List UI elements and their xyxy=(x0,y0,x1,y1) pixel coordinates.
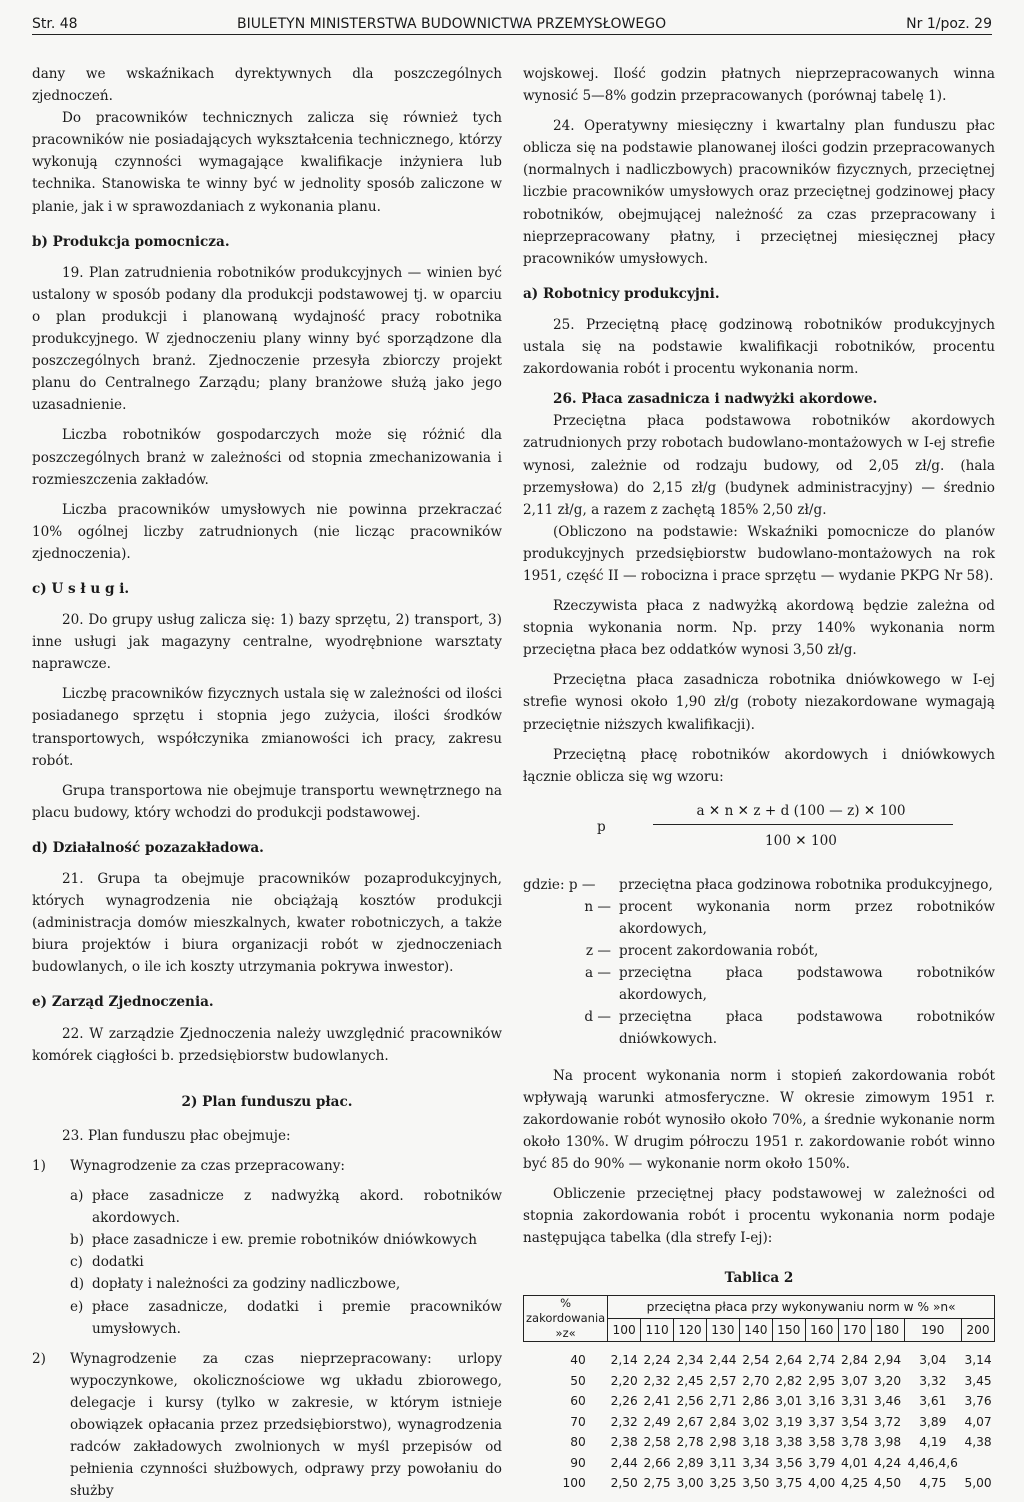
table-cell: 3,58 xyxy=(808,1435,836,1450)
table-column-header: 120 xyxy=(674,1319,707,1342)
table-cell: 2,24 xyxy=(643,1353,671,1368)
table-cell: 4,50 xyxy=(873,1476,902,1491)
list-marker: c) xyxy=(70,1254,83,1271)
table-cell: 3,34 xyxy=(742,1455,770,1470)
table-cell: 2,64 xyxy=(775,1353,803,1368)
list-text: dodatki xyxy=(92,1254,144,1271)
section-heading: e) Zarząd Zjednoczenia. xyxy=(32,994,214,1011)
table-column-header: 200 xyxy=(962,1319,995,1342)
table-title: Tablica 2 xyxy=(724,1270,794,1287)
table-cell: 3,72 xyxy=(873,1414,902,1429)
paragraph: Na procent wykonania norm i stopień zakordowania robót wpływają warunki atmosferyczne. W okresie zimowym 1951 r. zakordowanie robót wynosiło około 70%, a średnie wykonanie norm około 130%. W drugim półroczu 1951 r. zakordowanie robót winno być 85 do 90% — wykonanie norm około 150%. xyxy=(523,1067,995,1172)
table-body xyxy=(524,1342,995,1494)
list-item xyxy=(70,1251,502,1273)
list-marker: b) xyxy=(70,1232,85,1249)
table-cell: 2,66 xyxy=(643,1455,671,1470)
table-cell: 3,76 xyxy=(964,1394,992,1409)
list-text: płace zasadnicze i ew. premie robotników dniówkowych xyxy=(92,1232,477,1249)
list-item xyxy=(70,1185,502,1229)
table-cell: 3,31 xyxy=(841,1394,869,1409)
paragraph: Do pracowników technicznych zalicza się również tych pracowników nie posiadających wykształcenia technicznego, którzy wykonują czynności wymagające kwalifikacje inżyniera lub technika. Stanowiska te winny być w jednolity sposób zaliczone w planie, jak i w sprawozdaniach z wykonania planu. xyxy=(32,110,502,215)
table-cell: 4,01 xyxy=(841,1455,869,1470)
table-cell: 5,00 xyxy=(964,1476,992,1491)
table-row xyxy=(524,1432,995,1453)
table-cell: 2,56 xyxy=(676,1394,704,1409)
left-column xyxy=(32,63,502,1502)
paragraph: Przeciętną płacę robotników akordowych i dniówkowych łącznie oblicza się wg wzoru: xyxy=(523,746,995,785)
formula-denominator: 100 ✕ 100 xyxy=(765,832,837,849)
legend-symbol: z — xyxy=(585,943,611,960)
formula-symbol: p xyxy=(597,818,606,835)
table-cell: 3,50 xyxy=(742,1476,770,1491)
table-cell: 2,44 xyxy=(709,1353,737,1368)
legend-symbol: gdzie: p — xyxy=(523,876,596,893)
table-row-header: 90 xyxy=(570,1455,586,1470)
paragraph: wojskowej. Ilość godzin płatnych nieprzepracowanych winna wynosić 5—8% godzin przepracowanych (porównaj tabelę 1). xyxy=(523,66,995,105)
table-cell: 2,70 xyxy=(742,1373,770,1388)
formula-numerator: a ✕ n ✕ z + d (100 — z) ✕ 100 xyxy=(696,802,906,819)
table-cell: 2,84 xyxy=(709,1414,737,1429)
table-cell: 2,82 xyxy=(775,1373,803,1388)
table-row-header: 80 xyxy=(570,1435,586,1450)
sub-list xyxy=(70,1185,502,1340)
section-heading: c) U s ł u g i. xyxy=(32,580,130,597)
table-cell: 3,25 xyxy=(709,1476,737,1491)
list-marker: 1) xyxy=(32,1157,46,1174)
list-text: Wynagrodzenie za czas nieprzepracowany: urlopy wypoczynkowe, okolicznościowe wg układu zbiorowego, delegacje i kursy (tylko w zakresie, w którym istnieje obowiązek opłacania przez przedsiębiorstwo), wynagrodzenia radców zakładowych zwolnionych w myśl przepisów od pełnienia czynności służbowych, odprawy przy powołaniu do służby xyxy=(70,1350,502,1500)
table-cell: 2,74 xyxy=(808,1353,836,1368)
table-cell: 2,54 xyxy=(742,1353,770,1368)
table-row-header: 60 xyxy=(570,1394,586,1409)
table-cell: 3,54 xyxy=(841,1414,869,1429)
table-cell: 4,00 xyxy=(808,1476,836,1491)
wage-table xyxy=(523,1295,995,1494)
legend-item xyxy=(523,962,995,1006)
table-cell: 3,18 xyxy=(742,1435,770,1450)
table-cell: 4,38 xyxy=(964,1435,992,1450)
paragraph: dany we wskaźnikach dyrektywnych dla poszczególnych zjednoczeń. xyxy=(32,66,502,105)
legend-text: przeciętna płaca godzinowa robotnika produkcyjnego, xyxy=(619,876,993,893)
journal-title: BIULETYN MINISTERSTWA BUDOWNICTWA PRZEMYSŁOWEGO xyxy=(237,16,667,32)
legend-symbol: n — xyxy=(584,898,611,915)
table-cell: 2,57 xyxy=(709,1373,737,1388)
table-cell: 2,89 xyxy=(676,1455,704,1470)
paragraph: Liczba pracowników umysłowych nie powinna przekraczać 10% ogólnej liczby zatrudnionych (nie licząc pracowników zjednoczenia). xyxy=(32,501,502,562)
paragraph: Przeciętna płaca zasadnicza robotnika dniówkowego w I-ej strefie wynosi około 1,90 zł/g (roboty niezakordowane wymagają przeciętnie niższych kwalifikacji). xyxy=(523,672,995,733)
table-cell: 3,89 xyxy=(919,1414,947,1429)
table-cell: 3,16 xyxy=(808,1394,836,1409)
table-cell: 2,95 xyxy=(808,1373,836,1388)
table-cell: 2,32 xyxy=(643,1373,671,1388)
table-cell: 4,19 xyxy=(919,1435,947,1450)
list-item xyxy=(70,1296,502,1340)
table-cell: 2,26 xyxy=(610,1394,638,1409)
table-cell: 2,14 xyxy=(610,1353,638,1368)
table-cell: 4,46,4,6 xyxy=(907,1455,958,1470)
table-cell: 3,45 xyxy=(964,1373,992,1388)
legend-item xyxy=(523,1006,995,1050)
table-cell: 2,71 xyxy=(709,1394,737,1409)
table-cell: 3,02 xyxy=(742,1414,770,1429)
table-cell: 3,04 xyxy=(919,1353,947,1368)
list-marker: d) xyxy=(70,1276,85,1293)
wage-formula xyxy=(523,800,995,866)
paragraph: 24. Operatywny miesięczny i kwartalny plan funduszu płac oblicza się na podstawie planowanej ilości godzin przepracowanych (normalnych i nadliczbowych) pracowników fizycznych, przeciętnej liczbie pracowników umysłowych oraz przeciętnej godzinowej płacy robotników, obejmującej należność za czas przepracowany i nieprzepracowany płatny, i przeciętnej miesięcznej płacy pracowników umysłowych. xyxy=(523,118,995,267)
list-marker: a) xyxy=(70,1188,84,1205)
legend-text: przeciętna płaca podstawowa robotników dniówkowych. xyxy=(619,1009,995,1048)
table-row xyxy=(524,1371,995,1392)
table-column-header: 160 xyxy=(805,1319,838,1342)
table-cell: 2,41 xyxy=(643,1394,671,1409)
table-cell: 4,75 xyxy=(919,1476,947,1491)
table-row xyxy=(524,1391,995,1412)
paragraph: Obliczenie przeciętnej płacy podstawowej w zależności od stopnia zakordowania robót i procentu wykonania norm podaje następująca tabelka (dla strefy I-ej): xyxy=(523,1186,995,1247)
page-number: Str. 48 xyxy=(32,16,78,32)
table-cell: 2,34 xyxy=(676,1353,704,1368)
list-marker: e) xyxy=(70,1298,84,1315)
table-cell: 2,50 xyxy=(610,1476,638,1491)
table-cell: 2,20 xyxy=(610,1373,638,1388)
table-cell: 3,00 xyxy=(676,1476,704,1491)
right-column xyxy=(523,63,995,1494)
paragraph: 20. Do grupy usług zalicza się: 1) bazy sprzętu, 2) transport, 3) inne usługi jak magazyny centralne, wyodrębnione warsztaty naprawcze. xyxy=(32,612,502,673)
table-column-header: 130 xyxy=(706,1319,739,1342)
table-cell: 2,45 xyxy=(676,1373,704,1388)
table-cell: 2,58 xyxy=(643,1435,671,1450)
list-item xyxy=(32,1155,502,1177)
legend-symbol: a — xyxy=(584,965,611,982)
table-cell: 2,84 xyxy=(841,1353,869,1368)
table-cell: 3,01 xyxy=(775,1394,803,1409)
table-cell: 3,11 xyxy=(709,1455,737,1470)
section-heading: b) Produkcja pomocnicza. xyxy=(32,233,230,250)
section-heading: a) Robotnicy produkcyjni. xyxy=(523,285,720,302)
table-cell: 2,75 xyxy=(643,1476,671,1491)
table-cell: 2,86 xyxy=(742,1394,770,1409)
paragraph: Liczba robotników gospodarczych może się różnić dla poszczególnych branż w zależności od stopnia zmechanizowania i rozmieszczenia zakładów. xyxy=(32,427,502,488)
table-column-header: 190 xyxy=(904,1319,962,1342)
table-cell: 3,32 xyxy=(919,1373,947,1388)
list-text: płace zasadnicze z nadwyżką akord. robotników akordowych. xyxy=(92,1188,502,1227)
section-heading: d) Działalność pozazakładowa. xyxy=(32,839,264,856)
table-row xyxy=(524,1412,995,1433)
table-row-header: 70 xyxy=(570,1414,586,1429)
legend-text: procent zakordowania robót, xyxy=(619,943,819,960)
list-item xyxy=(70,1273,502,1295)
table-column-header: 180 xyxy=(871,1319,904,1342)
table-cell: 2,94 xyxy=(873,1353,902,1368)
table-cell: 3,19 xyxy=(775,1414,803,1429)
table-column-header: 150 xyxy=(772,1319,805,1342)
section-heading: 26. Płaca zasadnicza i nadwyżki akordowe. xyxy=(553,391,878,408)
table-cell: 4,25 xyxy=(841,1476,869,1491)
legend-text: procent wykonania norm przez robotników akordowych, xyxy=(619,898,995,937)
table-cell: 2,49 xyxy=(643,1414,671,1429)
table-cell: 2,44 xyxy=(610,1455,638,1470)
table-cell: 3,56 xyxy=(775,1455,803,1470)
paragraph: 23. Plan funduszu płac obejmuje: xyxy=(62,1127,291,1144)
table-corner-header: % zakordowania »z« xyxy=(524,1296,608,1342)
legend-item xyxy=(523,896,995,940)
table-cell: 2,67 xyxy=(676,1414,704,1429)
table-cell: 3,38 xyxy=(775,1435,803,1450)
table-cell: 3,37 xyxy=(808,1414,836,1429)
table-row-header: 50 xyxy=(570,1373,586,1388)
table-cell: 3,07 xyxy=(841,1373,869,1388)
paragraph: (Obliczono na podstawie: Wskaźniki pomocnicze do planów produkcyjnych przedsiębiorstw budowlano-montażowych na rok 1951, część II — robocizna i prace sprzętu — wydanie PKPG Nr 58). xyxy=(523,523,995,584)
table-cell: 3,98 xyxy=(873,1435,902,1450)
paragraph: Rzeczywista płaca z nadwyżką akordową będzie zależna od stopnia wykonania norm. Np. przy 140% wykonania norm przeciętna płaca bez oddatków wynosi 3,50 zł/g. xyxy=(523,598,995,659)
legend-item xyxy=(523,940,995,962)
table-cell: 4,24 xyxy=(873,1455,902,1470)
table-cell: 2,32 xyxy=(610,1414,638,1429)
list-item xyxy=(32,1348,502,1502)
paragraph: Grupa transportowa nie obejmuje transportu wewnętrznego na placu budowy, który wchodzi do produkcji podstawowej. xyxy=(32,782,502,821)
table-row xyxy=(524,1342,995,1371)
list-marker: 2) xyxy=(32,1350,46,1367)
table-column-header: 170 xyxy=(838,1319,871,1342)
fraction-bar xyxy=(653,824,953,825)
table-column-header: 140 xyxy=(739,1319,772,1342)
table-row xyxy=(524,1473,995,1494)
table-cell: 3,75 xyxy=(775,1476,803,1491)
table-column-header: 110 xyxy=(641,1319,674,1342)
paragraph: Przeciętna płaca podstawowa robotników akordowych zatrudnionych przy robotach budowlano-montażowych w I-ej strefie wynosi, zależnie od rodzaju budowy, od 2,05 zł/g. (hala przemysłowa) do 2,15 zł/g (budynek administracyjny) — średnio 2,11 zł/g, a razem z zachętą 185% 2,50 zł/g. xyxy=(523,413,995,518)
issue-number: Nr 1/poz. 29 xyxy=(906,16,992,32)
table-cell: 2,38 xyxy=(610,1435,638,1450)
list-text: dopłaty i należności za godziny nadliczbowe, xyxy=(92,1276,401,1293)
table-cell: 3,78 xyxy=(841,1435,869,1450)
legend-text: przeciętna płaca podstawowa robotników akordowych, xyxy=(619,965,995,1004)
table-row-header: 40 xyxy=(570,1353,586,1368)
table-cell: 3,14 xyxy=(964,1353,992,1368)
list-text: Wynagrodzenie za czas przepracowany: xyxy=(70,1157,346,1174)
table-row-header: 100 xyxy=(562,1476,586,1491)
table-cell: 3,46 xyxy=(873,1394,902,1409)
table-cell: 2,98 xyxy=(709,1435,737,1450)
legend-item xyxy=(523,874,995,896)
list-item xyxy=(70,1229,502,1251)
paragraph: Liczbę pracowników fizycznych ustala się w zależności od ilości posiadanego sprzętu i stopnia jego zużycia, ilości środków transportowych, współczynika zmianowości ich pracy, zakresu robót. xyxy=(32,686,502,769)
section-heading: 2) Plan funduszu płac. xyxy=(181,1093,353,1110)
paragraph: 19. Plan zatrudnienia robotników produkcyjnych — winien być ustalony w sposób podany dla produkcji podstawowej tj. w oparciu o plan produkcji i planowaną wydajność pracy robotnika produkcyjnego. W zjednoczeniu plany winny być sporządzone dla poszczególnych branż. Zjednoczenie przesyła zbiorczy projekt planu do Centralnego Zarządu; plany branżowe służą jako jego uzasadnienie. xyxy=(32,264,502,414)
list-text: płace zasadnicze, dodatki i premie pracowników umysłowych. xyxy=(92,1298,502,1337)
table-group-header: przeciętna płaca przy wykonywaniu norm w % »n« xyxy=(608,1296,995,1319)
paragraph: 25. Przeciętną płacę godzinową robotników produkcyjnych ustala się na podstawie kwalifikacji robotników, procentu zakordowania robót i procentu wykonania norm. xyxy=(523,316,995,378)
table-cell: 2,78 xyxy=(676,1435,704,1450)
paragraph: 22. W zarządzie Zjednoczenia należy uwzględnić pracowników komórek ciągłości b. przedsiębiorstw budowlanych. xyxy=(32,1025,502,1064)
table-cell: 3,61 xyxy=(919,1394,947,1409)
table-cell: 3,79 xyxy=(808,1455,836,1470)
page-header xyxy=(32,10,992,35)
legend-symbol: d — xyxy=(584,1009,611,1026)
table-cell: 4,07 xyxy=(964,1414,992,1429)
paragraph: 21. Grupa ta obejmuje pracowników pozaprodukcyjnych, których wynagrodzenia nie obciążają kosztów produkcji (administracja domów mieszkalnych, kwater robotniczych, a także biura projektów i biura organizacji robót w zjednoczeniach budowlanych, o ile ich koszty utrzymania pokrywa inwestor). xyxy=(32,871,502,976)
table-column-header: 100 xyxy=(608,1319,641,1342)
formula-legend xyxy=(523,874,995,1051)
table-cell: 3,20 xyxy=(873,1373,902,1388)
